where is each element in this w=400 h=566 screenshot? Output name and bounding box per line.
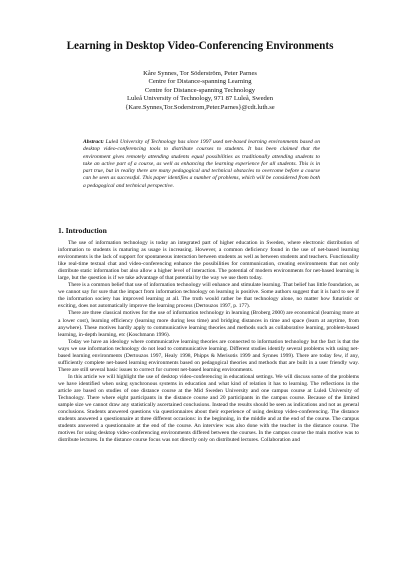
author-block: [40, 70, 360, 112]
author-names: Kåre Synnes, Tor Söderström, Peter Parnes: [143, 70, 257, 77]
abstract: [83, 139, 320, 190]
author-emails: {Kare.Synnes,Tor.Soderstrom,Peter.Parnes}@cdt.luth.se: [125, 103, 275, 111]
paragraph: There is a common belief that use of information technology will enhance and stimulate learning. That belief has little foundation, as we cannot say for sure that the impact from information technology on learning is positive. Some authors suggest that it is hard to see if the information society has improved learning at all. The truth would rather be that technology alone, no matter how futuristic or exciting, does not automatically improve the learning process (Dertouzos 1997, p. 177).: [58, 282, 359, 310]
affiliation-line-2: Centre for Distance-spanning Technology: [144, 86, 256, 94]
affiliation-line-1: Centre for Distance-spanning Learning: [148, 78, 252, 86]
paragraph: There are three classical motives for the use of information technology in learning (Broberg 2000) are economical (learning more at a lower cost), learning efficiency (learning more during less time) and bridging distances in time and space (learn at anytime, from anywhere). These motives hardly apply to communicative learning theories and methods such as collaborative learning, problem-based learning, in-depth learning, etc (Koschmann 1996).: [58, 310, 359, 338]
section-body: [58, 240, 359, 444]
affiliation-line-3: Luleå University of Technology, 971 87 Luleå, Sweden: [126, 95, 274, 103]
abstract-label: Abstract:: [83, 139, 104, 145]
paragraph: Today we have an ideology where communicative learning theories are connected to information technology but the fact is that the ways we use information technology do not lead to communicative learning. Different studies identify several problems with using net-based learning environments (Dertouzos 1997, Healy 1998, Phipps & Merisotis 1999 and Synnes 1999). There are today few, if any, sufficiently complete net-based learning environments based on pedagogical theories and methods that are built in a user friendly way. There are still several basic issues to correct for current net-based learning environments.: [58, 338, 359, 373]
paragraph: The use of information technology is today an integrated part of higher education in Sweden, where electronic distribution of information to students is maturing as usage is increasing. However, a common deficiency found in the use of net-based learning environments is the lack of support for spontaneous interaction between students as well as between students and teachers. Functionality like real-time textual chat and video-conferencing enhance the possibilities for communication, creating environments that not only distribute static information but also allow a higher level of interaction. The potential of modern environments for net-based learning is large, but the question is if we take advantage of that potential by the way we use them today.: [58, 240, 359, 282]
abstract-text: Luleå University of Technology has since 1997 used net-based learning environments based on desktop video-conferencing tools to distribute courses to students. It has been claimed that the environment gives remotely attending students equal possibilities as traditionally attending students to take an active part of a course, as well as enhancing the learning experience for all students. This is in part true, but in reality there are many pedagogical and technical obstacles to overcome before a course can be seen as successful. This paper identifies a number of problems, which will be considered from both a pedagogical and technical perspective.: [83, 139, 320, 189]
paper-title: Learning in Desktop Video-Conferencing Environments: [66, 40, 334, 52]
paragraph: In this article we will highlight the use of desktop video-conferencing in educational settings. We will discuss some of the problems we have identified when using synchronous systems in education and what kind of relation it has to learning. The reflections in the article are based on studies of one distance course at the Mid Sweden University and one campus course at Luleå University of Technology. There where eight participants in the distance course and 20 participants in the campus course. Because of the limited sample size we cannot draw any statistically ascertained conclusions. Instead the results should be seen as indications and not as general conclusions. Students answered questions via questionnaires about their experience of using desktop video-conferencing. The distance students answered a questionnaire at three different occasions: in the beginning, in the middle and at the end of the course. The campus students answered a questionnaire at the end of the course. An interview was also done with the teacher in the distance course. The motives for using desktop video-conferencing environments differed between the courses. In the campus course the main motive was to distribute lectures. In the distance course focus was not directly only on distributed lectures. Collaboration and: [58, 373, 359, 444]
section-heading: 1. Introduction: [58, 226, 107, 235]
